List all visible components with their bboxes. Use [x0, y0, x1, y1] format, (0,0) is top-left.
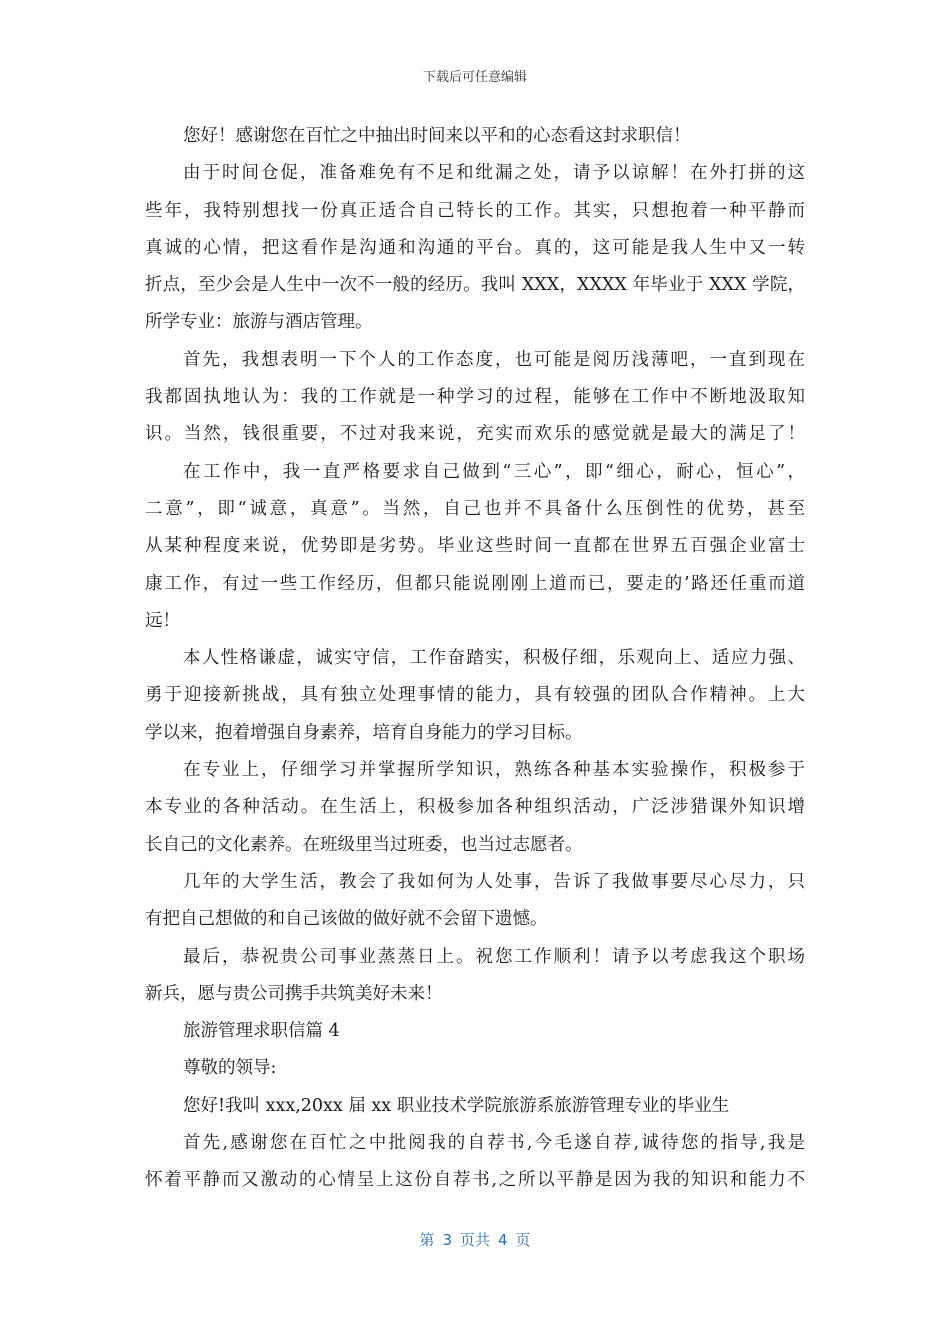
text-line: 折点，至少会是人生中一次不一般的经历。我叫 XXX，XXXX 年毕业于 XXX 学院， — [145, 275, 805, 296]
text-line: 旅游管理求职信篇 4 — [183, 1021, 340, 1042]
text-line: 您好！感谢您在百忙之中抽出时间来以平和的心态看这封求职信！ — [183, 126, 691, 146]
text-line: 有把自己想做的和自己该做的做好就不会留下遗憾。 — [145, 909, 548, 930]
footer-total-pages: 4 — [498, 1231, 508, 1249]
text-line: 最后，恭祝贵公司事业蒸蒸日上。祝您工作顺利！请予以考虑我这个职场 — [183, 946, 805, 967]
text-line: 本人性格谦虚，诚实守信，工作奋踏实，积极仔细，乐观向上、适应力强、 — [183, 648, 805, 669]
text-line: 学以来，抱着增强自身素养，培育自身能力的学习目标。 — [145, 722, 583, 743]
text-line: 尊敬的领导: — [183, 1058, 277, 1079]
text-line: 本专业的各种活动。在生活上，积极参加各种组织活动，广泛涉猎课外知识增 — [145, 797, 805, 818]
text-line: 首先，我想表明一下个人的工作态度，也可能是阅历浅薄吧，一直到现在 — [183, 349, 805, 370]
text-line: 怀着平静而又激动的心情呈上这份自荐书,之所以平静是因为我的知识和能力不 — [145, 1170, 805, 1191]
text-line: 远！ — [145, 610, 180, 631]
header-note: 下载后可任意编辑 — [422, 70, 527, 85]
text-line: 些年，我特别想找一份真正适合自己特长的工作。其实，只想抱着一种平静而 — [145, 200, 805, 221]
text-line: 长自己的文化素养。在班级里当过班委，也当过志愿者。 — [145, 834, 583, 855]
text-line: 首先,感谢您在百忙之中批阅我的自荐书,今毛遂自荐,诚待您的指导,我是 — [183, 1133, 805, 1154]
footer-end-label: 页 — [515, 1231, 531, 1249]
document-body — [145, 118, 805, 1200]
text-line: 二意”，即“诚意，真意”。当然，自己也并不具备什么压倒性的优势，甚至 — [145, 498, 805, 519]
text-line: 新兵，愿与贵公司携手共筑美好未来！ — [145, 983, 443, 1004]
text-line: 勇于迎接新挑战，具有独立处理事情的能力，具有较强的团队合作精神。上大 — [145, 685, 805, 706]
text-line: 真诚的心情，把这看作是沟通和沟通的平台。真的，这可能是我人生中又一转 — [145, 237, 805, 258]
text-line: 在工作中，我一直严格要求自己做到“三心”，即“细心，耐心，恒心”， — [183, 461, 805, 482]
page-footer — [0, 1229, 950, 1250]
text-line: 在专业上，仔细学习并掌握所学知识，熟练各种基本实验操作，积极参于 — [183, 760, 805, 781]
text-line: 从某种程度来说，优势即是劣势。毕业这些时间一直都在世界五百强企业富士 — [145, 536, 805, 557]
text-line: 识。当然，钱很重要，不过对我来说，充实而欢乐的感觉就是最大的满足了！ — [145, 424, 805, 445]
footer-current-page: 3 — [442, 1231, 452, 1249]
text-line: 所学专业：旅游与酒店管理。 — [145, 312, 373, 333]
text-line: 康工作，有过一些工作经历，但都只能说刚刚上道而已，要走的’路还任重而道 — [145, 573, 805, 594]
footer-of-label: 页共 — [459, 1231, 490, 1249]
text-line: 您好!我叫 xxx,20xx 届 xx 职业技术学院旅游系旅游管理专业的毕业生 — [183, 1095, 730, 1116]
text-line: 我都固执地认为：我的工作就是一种学习的过程，能够在工作中不断地汲取知 — [145, 387, 805, 408]
text-line: 几年的大学生活，教会了我如何为人处事，告诉了我做事要尽心尽力，只 — [183, 871, 805, 892]
text-line: 由于时间仓促，准备难免有不足和纰漏之处，请予以谅解！在外打拼的这 — [183, 163, 805, 184]
footer-page-label: 第 — [419, 1231, 435, 1249]
